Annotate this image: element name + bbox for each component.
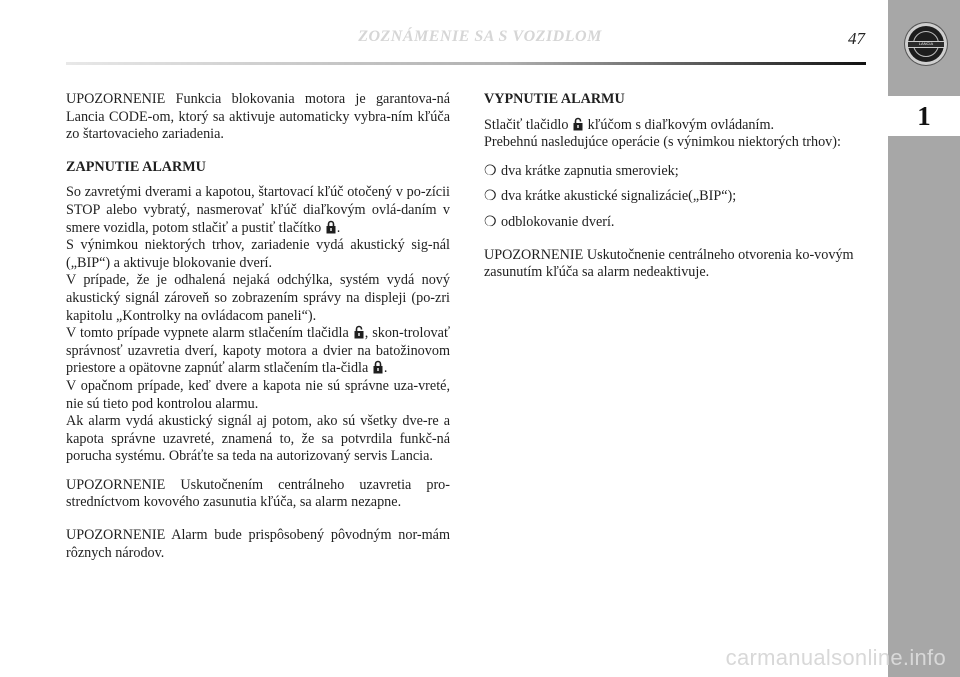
bullet-mark: ❍ — [484, 213, 497, 230]
warning-note: UPOZORNENIE Uskutočnením centrálneho uzavretia pro-stredníctvom kovového zasunutia kľúča, sa alarm nezapne. — [66, 476, 450, 511]
paragraph-text: V tomto prípade vypnete alarm stlačením tlačidla — [66, 325, 349, 342]
right-column — [484, 91, 868, 282]
list-item — [484, 188, 868, 206]
paragraph-text: , skon-trolovať správnosť uzavretia dverí, kapoty motora a dvier na batožinovom priestore a opätovne zapnúť alarm stlačením tla-čidla — [66, 325, 451, 377]
padlock-icon — [326, 220, 336, 234]
paragraph: V opačnom prípade, keď dvere a kapota nie sú správne uza-vreté, nie sú tieto pod kontrolou alarmu. — [66, 377, 450, 412]
paragraph — [484, 117, 868, 135]
bullet-mark: ❍ — [484, 162, 497, 179]
list-item-text: odblokovanie dverí. — [501, 213, 615, 230]
paragraph — [66, 184, 450, 237]
section-title: ZOZNÁMENIE SA S VOZIDLOM — [358, 28, 602, 45]
paragraph: V prípade, že je odhalená nejaká odchýlka, systém vydá nový akustický signál zároveň so zobrazením správy na displeji (po-zri kapitolu „Kontrolky na ovládacom paneli“). — [66, 272, 450, 324]
padlock-icon — [373, 360, 383, 374]
paragraph-text: . — [383, 360, 388, 377]
paragraph — [66, 325, 450, 378]
watermark: carmanualsonline.info — [725, 645, 946, 670]
section-heading-alarm-on: ZAPNUTIE ALARMU — [66, 158, 206, 175]
chapter-number-tab[interactable]: 1 — [888, 96, 960, 136]
logo-text: LANCIA — [918, 41, 934, 46]
paragraph-text: So zavretými dverami a kapotou, štartovací kľúč otočený v po-zícii STOP alebo vybratý, nasmerovať kľúč diaľkovým ovlá-daním v smere vozidla, potom stlačiť a pustiť tlačítko — [66, 184, 450, 236]
paragraph: S výnimkou niektorých trhov, zariadenie vydá akustický sig-nál („BIP“) a aktivuje blokovanie dverí. — [66, 237, 450, 271]
paragraph: Ak alarm vydá akustický signál aj potom, ako sú všetky dve-re a kapota správne uzavreté, znamená to, že sa potvrdila funkč-ná porucha systému. Obráťte sa teda na autorizovaný servis Lancia. — [66, 413, 450, 465]
list-item — [484, 163, 868, 181]
list-item-text: dva krátke akustické signalizácie(„BIP“); — [501, 188, 737, 205]
bullet-mark: ❍ — [484, 188, 497, 205]
unlock-icon — [573, 117, 583, 131]
section-heading-alarm-off: VYPNUTIE ALARMU — [484, 91, 625, 107]
paragraph-text: kľúčom s diaľkovým ovládaním. — [587, 116, 775, 133]
list-item-text: dva krátke zapnutia smeroviek; — [501, 162, 679, 179]
list-item — [484, 214, 868, 232]
warning-note: UPOZORNENIE Funkcia blokovania motora je garantova-ná Lancia CODE-om, ktorý sa aktivuje automaticky vybra-ním kľúča zo štartovacieho zariadenia. — [66, 91, 450, 143]
page-number: 47 — [848, 29, 865, 48]
header-rule — [66, 62, 866, 65]
paragraph-text: Stlačiť tlačidlo — [484, 116, 569, 133]
unlock-icon — [354, 325, 364, 339]
warning-note: UPOZORNENIE Alarm bude prispôsobený pôvodným nor-mám rôznych národov. — [66, 527, 450, 561]
warning-note: UPOZORNENIE Uskutočnenie centrálneho otvorenia ko-vovým zasunutím kľúča sa alarm nedeaktivuje. — [484, 246, 854, 281]
paragraph-text: . — [336, 219, 341, 236]
left-column — [66, 91, 450, 562]
paragraph: Prebehnú nasledujúce operácie (s výnimkou niektorých trhov): — [484, 134, 841, 151]
